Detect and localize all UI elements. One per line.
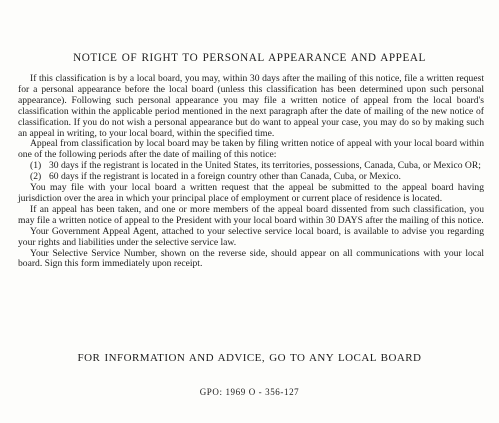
notice-body — [18, 74, 484, 270]
paragraph-appeal-board-request: You may file with your local board a written request that the appeal be submitted to the appeal board having jurisdiction over the area in which your principal place of employment or current place of residence is located. — [18, 182, 484, 204]
list-item-text: 60 days if the registrant is located in a foreign country other than Canada, Cuba, or Mexico. — [49, 171, 401, 183]
page-title: NOTICE OF RIGHT TO PERSONAL APPEARANCE AND APPEAL — [73, 52, 426, 64]
paragraph-personal-appearance: If this classification is by a local board, you may, within 30 days after the mailing of this notice, file a written request for a personal appearance before the local board (unless this classification has been determined upon such personal appearance). Following such personal appearance you may file a written notice of appeal from the local board's classification within the applicable period mentioned in the next paragraph after the date of mailing of the new notice of classification. If you do not wish a personal appearance but do want to appeal your case, you may do so by making such an appeal in writing, to your local board, within the specified time. — [18, 73, 484, 139]
paragraph-service-number: Your Selective Service Number, shown on the reverse side, should appear on all communications with your local board. Sign this form immediately upon receipt. — [18, 247, 484, 270]
paragraph-appeal-to-president: If an appeal has been taken, and one or more members of the appeal board dissented from such classification, you may file a written notice of appeal to the President with your local board within 30 DAYS after the mailing of this notice. — [18, 203, 484, 226]
printer-code: GPO: 1969 O - 356-127 — [199, 387, 300, 397]
list-item-number: (1) — [30, 160, 42, 172]
paragraph-appeal-agent: Your Government Appeal Agent, attached to your selective service local board, is available to advise you regarding your rights and liabilities under the selective service law. — [18, 225, 484, 248]
appeal-period-list — [18, 161, 484, 183]
list-item-text: 30 days if the registrant is located in the United States, its territories, possessions, Canada, Cuba, or Mexico OR; — [49, 160, 481, 172]
footer-advice: FOR INFORMATION AND ADVICE, GO TO ANY LOCAL BOARD — [77, 352, 422, 364]
paragraph-appeal-periods: Appeal from classification by local board may be taken by filing written notice of appeal with your local board within one of the following periods after the date of mailing of this notice: — [18, 138, 484, 161]
list-item-number: (2) — [30, 171, 42, 183]
